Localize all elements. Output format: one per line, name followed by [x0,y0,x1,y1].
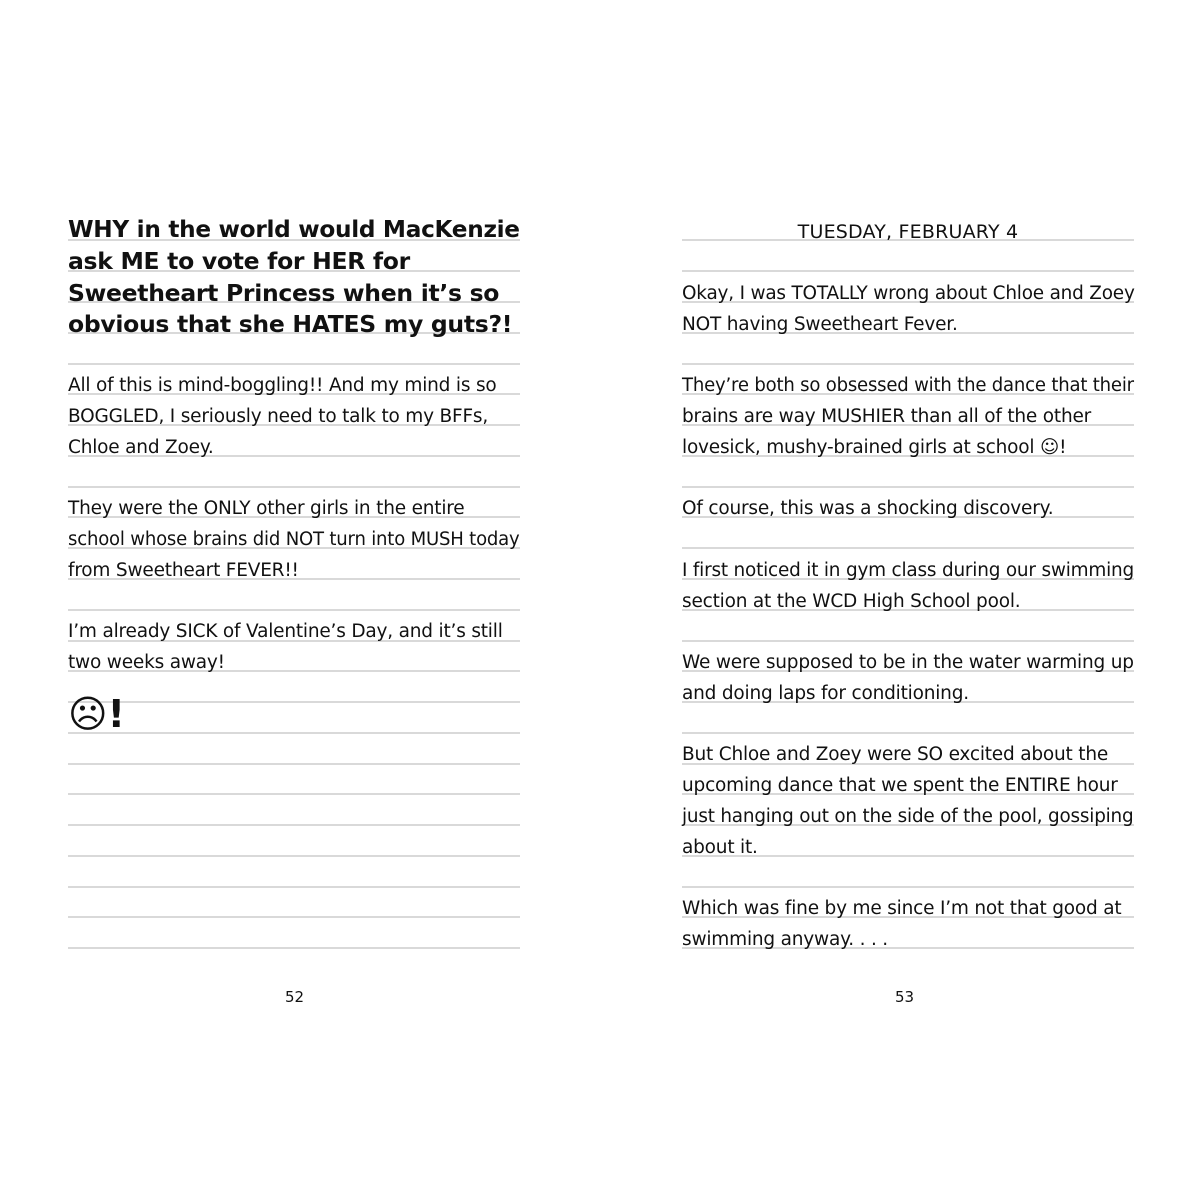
headline-line: Sweetheart Princess when it’s so [68,279,500,307]
ruled-line [68,486,520,488]
ruled-line [68,855,520,857]
text-line: NOT having Sweetheart Fever. [682,314,958,335]
headline-line: ask ME to vote for HER for [68,247,410,275]
headline-line: WHY in the world would MacKenzie [68,215,520,243]
ruled-line [682,363,1134,365]
text-line: We were supposed to be in the water warming up [682,652,1134,673]
text-line: BOGGLED, I seriously need to talk to my BFFs, [68,406,489,427]
ruled-line [682,732,1134,734]
headline-line: obvious that she HATES my guts?! [68,310,513,338]
left-page [68,0,520,1200]
ruled-line [68,886,520,888]
page-number: 52 [285,988,305,1006]
ruled-line [68,916,520,918]
text-line: Which was fine by me since I’m not that good at [682,898,1122,919]
text-line: I first noticed it in gym class during our swimming [682,560,1135,581]
text-line: Okay, I was TOTALLY wrong about Chloe and Zoey [682,283,1135,304]
text-line: Of course, this was a shocking discovery. [682,498,1054,519]
text-line: They were the ONLY other girls in the entire [68,498,465,519]
ruled-line [682,547,1134,549]
text-line: just hanging out on the side of the pool, gossiping [682,806,1134,827]
text-line: swimming anyway. . . . [682,929,888,950]
text-line: lovesick, mushy-brained girls at school ☺! [682,437,1067,458]
text-line: upcoming dance that we spent the ENTIRE hour [682,775,1118,796]
ruled-line [68,793,520,795]
text-line: Chloe and Zoey. [68,437,214,458]
text-line: I’m already SICK of Valentine’s Day, and it’s still [68,621,503,642]
ruled-line [68,763,520,765]
ruled-line [68,701,520,703]
ruled-line [682,640,1134,642]
right-page [682,0,1134,1200]
page-number: 53 [895,988,915,1006]
text-line: But Chloe and Zoey were SO excited about the [682,744,1109,765]
ruled-line [68,609,520,611]
date-heading: TUESDAY, FEBRUARY 4 [797,221,1019,243]
text-line: from Sweetheart FEVER!! [68,560,299,581]
ruled-line [68,824,520,826]
text-line: about it. [682,837,758,858]
sad-face-icon: ☹! [68,692,125,736]
text-line: and doing laps for conditioning. [682,683,969,704]
ruled-line [682,886,1134,888]
text-line: school whose brains did NOT turn into MUSH today [68,529,520,550]
text-line: brains are way MUSHIER than all of the other [682,406,1092,427]
ruled-line [682,486,1134,488]
text-line: All of this is mind-boggling!! And my mind is so [68,375,497,396]
text-line: They’re both so obsessed with the dance that their [682,375,1134,396]
ruled-line [68,947,520,949]
ruled-line [68,732,520,734]
ruled-line [68,363,520,365]
text-line: two weeks away! [68,652,225,673]
text-line: section at the WCD High School pool. [682,591,1021,612]
ruled-line [682,270,1134,272]
